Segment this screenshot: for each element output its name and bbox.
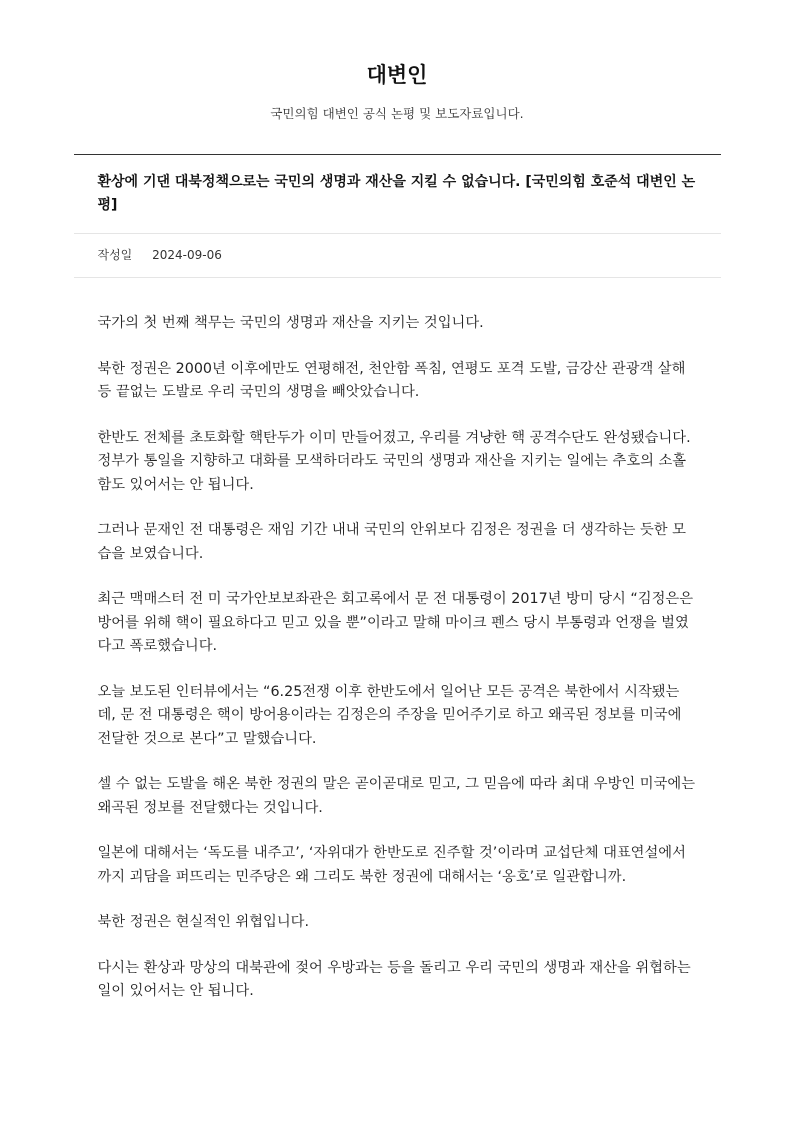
paragraph: 북한 정권은 현실적인 위협입니다. xyxy=(97,914,310,930)
paragraph: 그러나 문재인 전 대통령은 재임 기간 내내 국민의 안위보다 김정은 정권을 더 생각하는 듯한 모습을 보였습니다. xyxy=(97,522,686,562)
article-title: 환상에 기댄 대북정책으로는 국민의 생명과 재산을 지킬 수 없습니다. [국민의힘 호준석 대변인 논평] xyxy=(74,155,721,234)
paragraph: 북한 정권은 2000년 이후에만도 연평해전, 천안함 폭침, 연평도 포격 도발, 금강산 관광객 살해 등 끝없는 도발로 우리 국민의 생명을 빼앗았습니다. xyxy=(97,360,686,400)
publish-date: 2024-09-06 xyxy=(152,248,222,262)
paragraph: 국가의 첫 번째 책무는 국민의 생명과 재산을 지키는 것입니다. xyxy=(97,315,484,331)
paragraph: 다시는 환상과 망상의 대북관에 젖어 우방과는 등을 돌리고 우리 국민의 생명과 재산을 위협하는 일이 있어서는 안 됩니다. xyxy=(97,959,691,999)
paragraph: 셀 수 없는 도발을 해온 북한 정권의 말은 곧이곧대로 믿고, 그 믿음에 따라 최대 우방인 미국에는 왜곡된 정보를 전달했다는 것입니다. xyxy=(97,776,696,816)
page-title: 대변인 xyxy=(366,63,428,87)
date-label: 작성일 xyxy=(97,248,133,262)
paragraph: 최근 맥매스터 전 미 국가안보보좌관은 회고록에서 문 전 대통령이 2017년 방미 당시 “김정은은 방어를 위해 핵이 필요하다고 믿고 있을 뿐”이라고 말해 마이크 펜스 당시 부통령과 언쟁을 벌였다고 폭로했습니다. xyxy=(97,591,694,654)
article xyxy=(74,154,721,1004)
paragraph: 한반도 전체를 초토화할 핵탄두가 이미 만들어졌고, 우리를 겨냥한 핵 공격수단도 완성됐습니다. 정부가 통일을 지향하고 대화를 모색하더라도 국민의 생명과 재산을 지키는 일에는 추호의 소홀함도 있어서는 안 됩니다. xyxy=(97,429,691,493)
article-meta xyxy=(74,234,721,278)
site-header xyxy=(0,0,794,124)
article-body xyxy=(74,278,721,1004)
paragraph: 일본에 대해서는 ‘독도를 내주고’, ‘자위대가 한반도로 진주할 것’이라며 교섭단체 대표연설에서까지 괴담을 퍼뜨리는 민주당은 왜 그리도 북한 정권에 대해서는 ‘옹호’로 일관합니까. xyxy=(97,845,686,885)
page-subtitle: 국민의힘 대변인 공식 논평 및 보도자료입니다. xyxy=(270,106,524,121)
paragraph: 오늘 보도된 인터뷰에서는 “6.25전쟁 이후 한반도에서 일어난 모든 공격은 북한에서 시작됐는데, 문 전 대통령은 핵이 방어용이라는 김정은의 주장을 믿어주기로 하고 왜곡된 정보를 미국에 전달한 것으로 본다”고 말했습니다. xyxy=(97,683,682,747)
